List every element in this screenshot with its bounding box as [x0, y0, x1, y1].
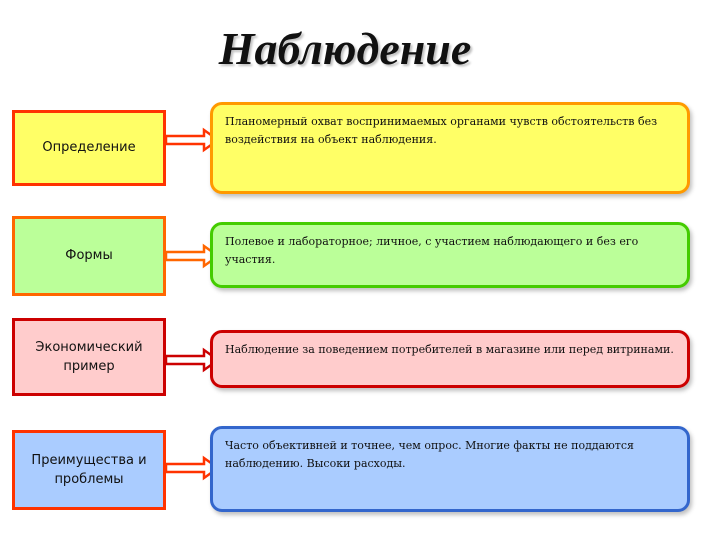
row-label-box: [12, 430, 166, 510]
row-label-box: [12, 318, 166, 396]
row-text: Часто объективней и точнее, чем опрос. Многие факты не поддаются наблюдению. Высоки расходы.: [225, 439, 634, 470]
row-text: Полевое и лабораторное; личное, с участием наблюдающего и без его участия.: [225, 235, 639, 266]
row-label: Экономический пример: [35, 339, 143, 374]
row-label: Формы: [65, 248, 113, 264]
diagram-title: Наблюдение: [218, 23, 472, 74]
row-label: Определение: [42, 140, 136, 156]
row-text: Наблюдение за поведением потребителей в магазине или перед витринами.: [225, 343, 674, 356]
row-text-box: [210, 222, 690, 288]
row-text-box: [210, 102, 690, 194]
row-label-box: [12, 216, 166, 296]
row-text: Планомерный охват воспринимаемых органами чувств обстоятельств без воздействия на объект наблюдения.: [225, 115, 658, 146]
row-label-box: [12, 110, 166, 186]
row-label: Преимущества и проблемы: [31, 452, 147, 487]
row-text-box: [210, 330, 690, 388]
row-text-box: [210, 426, 690, 512]
